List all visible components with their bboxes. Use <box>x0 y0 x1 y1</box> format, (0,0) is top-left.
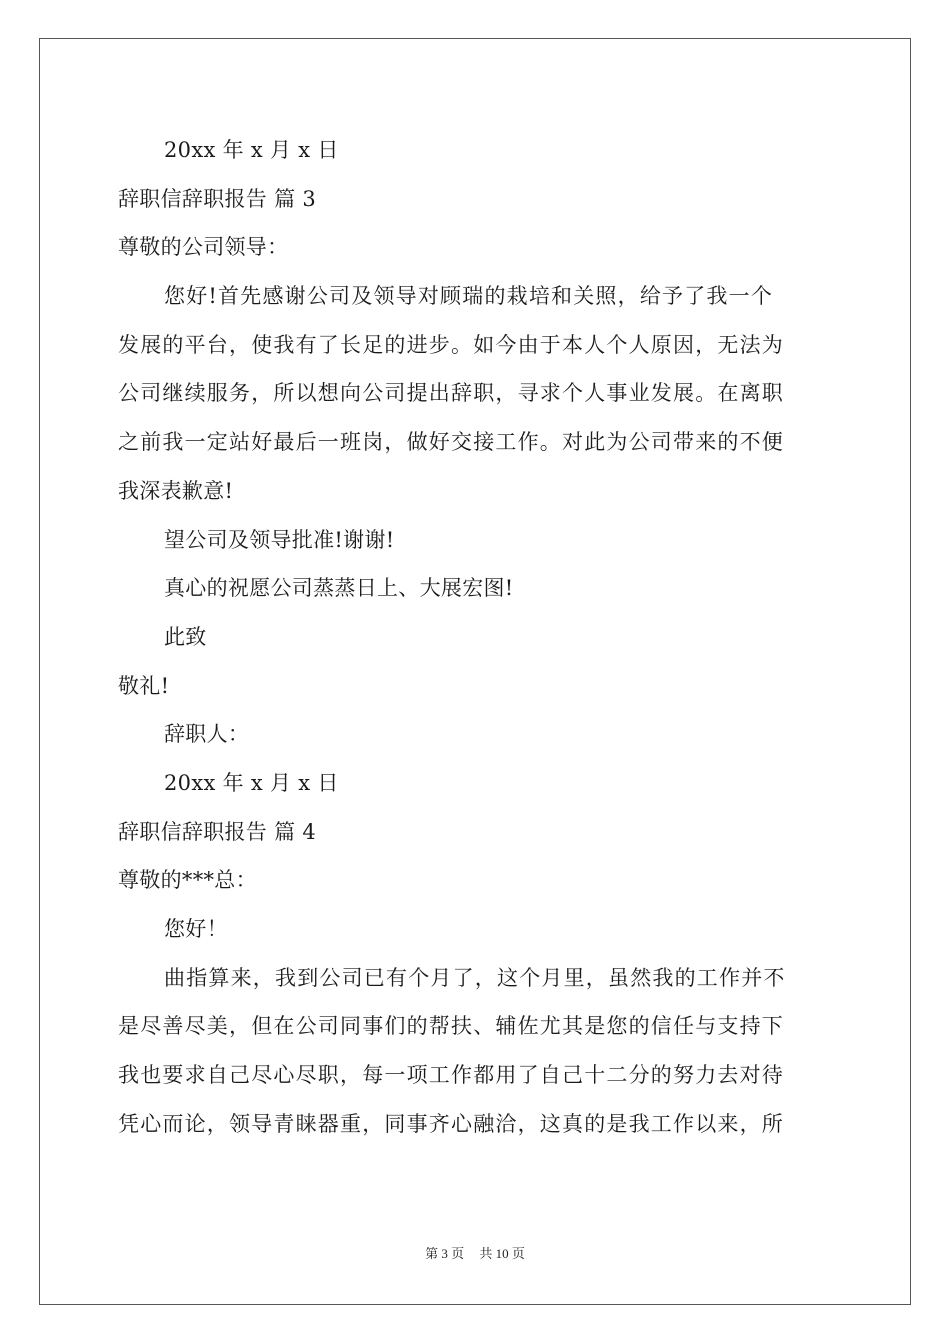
section-heading-4: 辞职信辞职报告 篇 4 <box>118 819 317 844</box>
line-date-2: 20xx 年 x 月 x 日 <box>164 770 339 795</box>
line-date-1: 20xx 年 x 月 x 日 <box>164 138 339 162</box>
paragraph-1-line-1: 您好!首先感谢公司及领导对顾瑞的栽培和关照，给予了我一个 <box>164 284 774 309</box>
salutation-1: 尊敬的公司领导： <box>118 235 289 260</box>
salutation-2: 尊敬的***总： <box>118 868 257 893</box>
paragraph-1-line-3: 公司继续服务，所以想向公司提出辞职，寻求个人事业发展。在离职 <box>118 381 784 406</box>
document-body <box>118 126 838 1148</box>
paragraph-4-line-1: 曲指算来，我到公司已有个月了，这个月里，虽然我的工作并不 <box>164 965 786 990</box>
closing-2: 敬礼! <box>118 673 170 698</box>
paragraph-4-line-2: 是尽善尽美，但在公司同事们的帮扶、辅佐尤其是您的信任与支持下 <box>118 1014 784 1039</box>
paragraph-2: 望公司及领导批准!谢谢! <box>164 527 395 552</box>
paragraph-1-line-5: 我深表歉意! <box>118 478 234 503</box>
paragraph-1-line-2: 发展的平台，使我有了长足的进步。如今由于本人个人原因，无法为 <box>118 332 784 357</box>
signature-label: 辞职人： <box>164 722 250 747</box>
section-heading-3: 辞职信辞职报告 篇 3 <box>118 186 317 211</box>
page-number: 第 3 页 <box>425 1246 465 1261</box>
page-total: 共 10 页 <box>479 1246 525 1261</box>
paragraph-4-line-4: 凭心而论，领导青睐器重，同事齐心融洽，这真的是我工作以来，所 <box>118 1111 784 1136</box>
paragraph-3: 真心的祝愿公司蒸蒸日上、大展宏图! <box>164 576 514 601</box>
paragraph-4-line-3: 我也要求自己尽心尽职，每一项工作都用了自己十二分的努力去对待 <box>118 1063 784 1088</box>
greeting-2: 您好！ <box>164 917 228 941</box>
paragraph-1-line-4: 之前我一定站好最后一班岗，做好交接工作。对此为公司带来的不便 <box>118 430 784 455</box>
closing-1: 此致 <box>164 624 207 649</box>
page-footer <box>0 1243 950 1262</box>
